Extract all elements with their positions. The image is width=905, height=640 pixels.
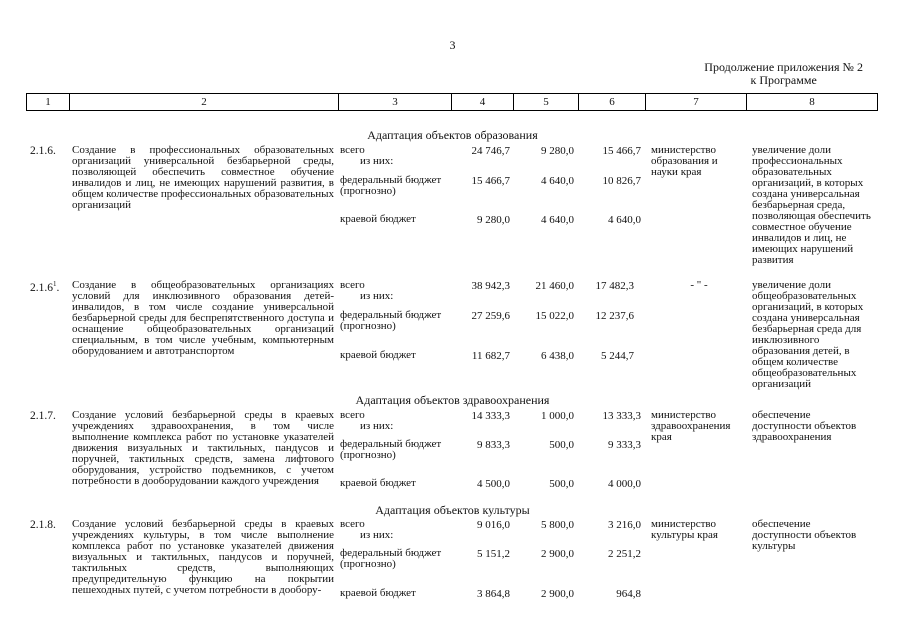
row-executor: - " - bbox=[690, 279, 708, 291]
column-header-table bbox=[26, 93, 878, 111]
column-header: 2 bbox=[70, 94, 339, 111]
value-cell: 9 333,3 bbox=[608, 439, 641, 451]
row-description: Создание условий безбарьерной среды в краевых учреждениях культуры, в том числе выполнение комплекса работ по установке указателей движения визуальных и тактильных, пандусов и поручней, тактильных средств, выполняющих предупредительную функцию на покрытии пешеходных путей, с учетом потребности в дообору- bbox=[72, 518, 334, 596]
fund-regional: краевой бюджет bbox=[340, 349, 416, 361]
value-cell: 38 942,3 bbox=[471, 280, 510, 292]
value-cell: 6 438,0 bbox=[541, 350, 574, 362]
continuation-note bbox=[704, 61, 863, 87]
column-header: 4 bbox=[452, 94, 514, 111]
fund-federal: федеральный бюджет (прогнозно) bbox=[340, 174, 442, 197]
row-number: 2.1.6. bbox=[30, 145, 56, 157]
value-cell: 27 259,6 bbox=[471, 310, 510, 322]
fund-of-which: из них: bbox=[360, 420, 394, 432]
value-cell: 964,8 bbox=[616, 588, 641, 600]
value-cell: 13 333,3 bbox=[602, 410, 641, 422]
row-result: обеспечение доступности объектов здравоохранения bbox=[752, 409, 857, 443]
row-description: Создание в профессиональных образовательных организаций универсальной безбарьерной среды, позволяющей обеспечить совместное обучение инвалидов и лиц, не имеющих нарушений развития, в общем количестве профессиональных образовательных организаций bbox=[72, 144, 334, 211]
value-cell: 15 466,7 bbox=[602, 145, 641, 157]
section-title-culture: Адаптация объектов культуры bbox=[375, 503, 530, 517]
fund-of-which: из них: bbox=[360, 529, 394, 541]
column-header: 5 bbox=[514, 94, 579, 111]
fund-total: всего bbox=[340, 518, 365, 530]
row-number: 2.1.7. bbox=[30, 410, 56, 422]
continuation-line-2: к Программе bbox=[750, 73, 817, 87]
fund-regional: краевой бюджет bbox=[340, 477, 416, 489]
value-cell: 2 900,0 bbox=[541, 588, 574, 600]
section-title-education: Адаптация объектов образования bbox=[367, 128, 538, 142]
row-result: увеличение доли общеобразовательных организаций, в которых создана универсальная безбарьерная среда для инклюзивного образования детей, в общем количестве общеобразовательных организаций bbox=[752, 279, 864, 390]
value-cell: 15 466,7 bbox=[471, 175, 510, 187]
fund-total: всего bbox=[340, 279, 365, 291]
row-description: Создание в общеобразовательных организациях условий для инклюзивного образования детей-инвалидов, в том числе создание универсальной безбарьерной среды для беспрепятственного доступа и оснащение общеобразовательных организаций специальным, в том числе учебным, компьютерным оборудованием и автотранспортом bbox=[72, 279, 334, 357]
value-cell: 14 333,3 bbox=[471, 410, 510, 422]
value-cell: 5 151,2 bbox=[477, 548, 510, 560]
row-result: обеспечение доступности объектов культуры bbox=[752, 518, 857, 552]
fund-regional: краевой бюджет bbox=[340, 587, 416, 599]
value-cell: 500,0 bbox=[549, 478, 574, 490]
row-result: увеличение доли профессиональных образовательных организаций, в которых создана универсальная безбарьерная среда, позволяющая обеспечить совместное обучение инвалидов и лиц, не имеющих нарушений развития bbox=[752, 144, 871, 266]
column-header: 1 bbox=[27, 94, 70, 111]
fund-of-which: из них: bbox=[360, 155, 394, 167]
column-header: 8 bbox=[747, 94, 878, 111]
value-cell: 5 800,0 bbox=[541, 519, 574, 531]
fund-of-which: из них: bbox=[360, 290, 394, 302]
value-cell: 9 016,0 bbox=[477, 519, 510, 531]
fund-total-label bbox=[340, 145, 450, 167]
fund-federal: федеральный бюджет (прогнозно) bbox=[340, 309, 442, 332]
value-cell: 3 216,0 bbox=[608, 519, 641, 531]
value-cell: 12 237,6 bbox=[595, 310, 634, 322]
row-number: 2.1.6$^1$. bbox=[30, 280, 60, 294]
fund-total-label bbox=[340, 410, 450, 432]
fund-regional: краевой бюджет bbox=[340, 213, 416, 225]
value-cell: 3 864,8 bbox=[477, 588, 510, 600]
value-cell: 4 640,0 bbox=[541, 175, 574, 187]
value-cell: 9 280,0 bbox=[541, 145, 574, 157]
value-cell: 4 640,0 bbox=[608, 214, 641, 226]
value-cell: 4 640,0 bbox=[541, 214, 574, 226]
continuation-line-1: Продолжение приложения № 2 bbox=[704, 60, 863, 74]
fund-total: всего bbox=[340, 144, 365, 156]
fund-total: всего bbox=[340, 409, 365, 421]
fund-federal: федеральный бюджет (прогнозно) bbox=[340, 547, 442, 570]
column-header: 3 bbox=[339, 94, 452, 111]
row-number: 2.1.8. bbox=[30, 519, 56, 531]
fund-total-label bbox=[340, 280, 450, 302]
fund-total-label bbox=[340, 519, 450, 541]
row-executor: министерство здравоохранения края bbox=[651, 409, 731, 443]
value-cell: 21 460,0 bbox=[535, 280, 574, 292]
value-cell: 2 251,2 bbox=[608, 548, 641, 560]
value-cell: 24 746,7 bbox=[471, 145, 510, 157]
row-description: Создание условий безбарьерной среды в краевых учреждениях здравоохранения, в том числе выполнение комплекса работ по установке указателей движения визуальных и тактильных, пандусов и поручней, тактильных средств, замена лифтового оборудования, устройство подъемников, с учетом потребности в дооборудовании каждого учреждения bbox=[72, 409, 334, 487]
value-cell: 4 000,0 bbox=[608, 478, 641, 490]
value-cell: 4 500,0 bbox=[477, 478, 510, 490]
row-executor: министерство образования и науки края bbox=[651, 144, 718, 178]
value-cell: 11 682,7 bbox=[471, 350, 510, 362]
row-executor: министерство культуры края bbox=[651, 518, 718, 541]
value-cell: 9 833,3 bbox=[477, 439, 510, 451]
section-title-health: Адаптация объектов здравоохранения bbox=[355, 393, 550, 407]
value-cell: 10 826,7 bbox=[602, 175, 641, 187]
value-cell: 5 244,7 bbox=[601, 350, 634, 362]
value-cell: 15 022,0 bbox=[535, 310, 574, 322]
fund-federal: федеральный бюджет (прогнозно) bbox=[340, 438, 442, 461]
column-header: 6 bbox=[579, 94, 646, 111]
value-cell: 17 482,3 bbox=[595, 280, 634, 292]
column-header: 7 bbox=[646, 94, 747, 111]
value-cell: 9 280,0 bbox=[477, 214, 510, 226]
page-number: 3 bbox=[449, 38, 456, 52]
value-cell: 1 000,0 bbox=[541, 410, 574, 422]
value-cell: 500,0 bbox=[549, 439, 574, 451]
value-cell: 2 900,0 bbox=[541, 548, 574, 560]
